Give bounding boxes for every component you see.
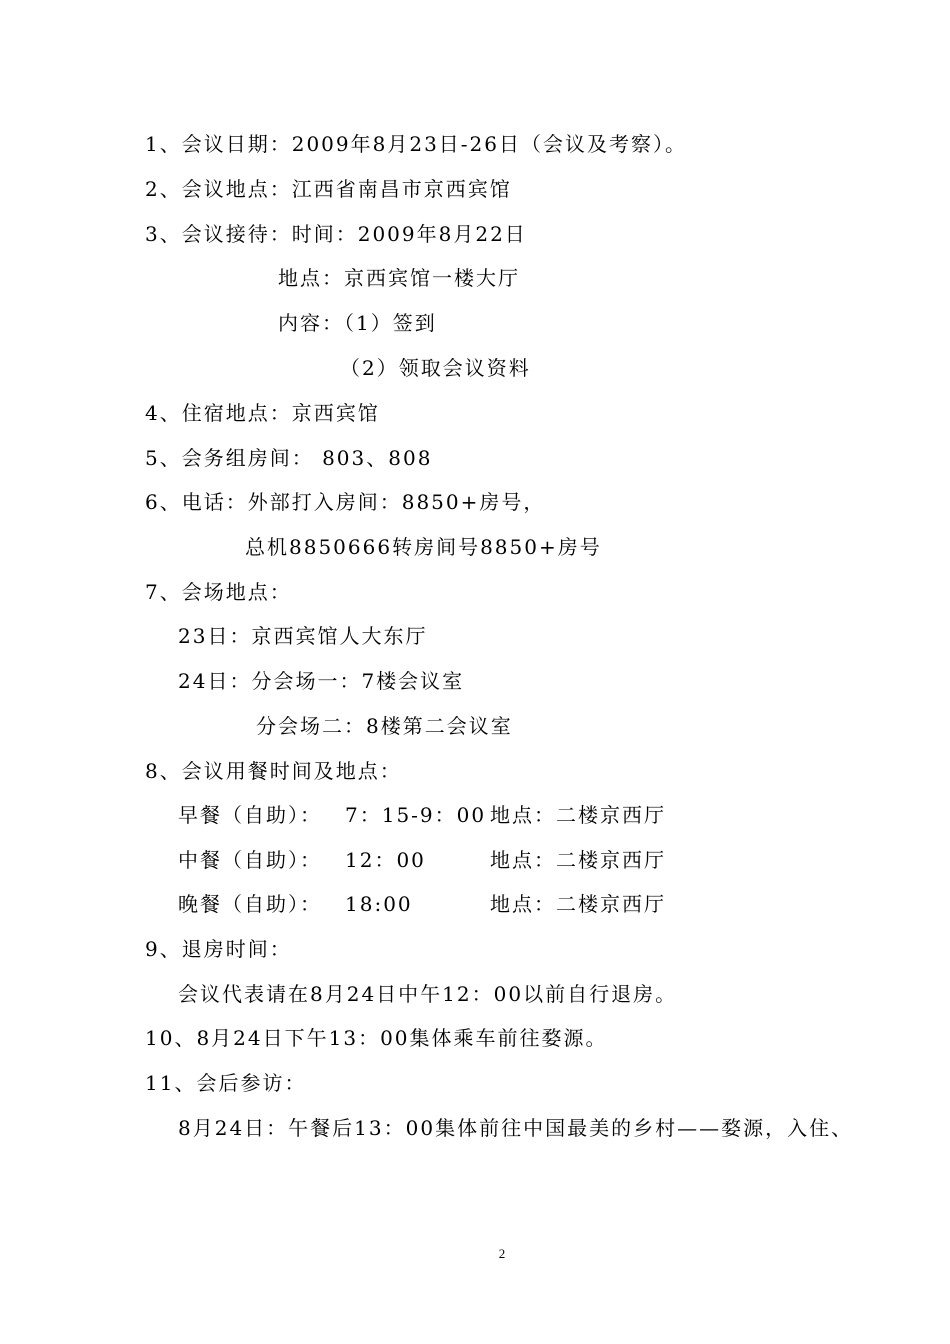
page-number: 2: [498, 1246, 506, 1261]
item-visit-heading: 11、会后参访：: [145, 1071, 307, 1095]
meal-row: [178, 802, 738, 828]
item-checkout-detail: 会议代表请在8月24日中午12：00以前自行退房。: [178, 982, 678, 1006]
item-phone: 6、电话：外部打入房间：8850+房号，: [145, 490, 546, 514]
item-visit-detail: 8月24日：午餐后13：00集体前往中国最美的乡村——婺源，入住、: [178, 1116, 854, 1140]
item-lodging: 4、住宿地点：京西宾馆: [145, 401, 380, 425]
item-service-rooms: 5、会务组房间： 803、808: [145, 446, 433, 470]
item-phone-switchboard: 总机8850666转房间号8850+房号: [245, 535, 602, 559]
item-reception-content-2: （2）领取会议资料: [340, 356, 531, 380]
meal-time: 18:00: [345, 892, 413, 916]
item-venues: 7、会场地点：: [145, 580, 292, 604]
item-reception-content-1: 内容：（1）签到: [278, 311, 437, 335]
meal-place: 地点：二楼京西厅: [490, 803, 666, 827]
item-venue-24-b: 分会场二：8楼第二会议室: [256, 714, 513, 738]
meal-place: 地点：二楼京西厅: [490, 892, 666, 916]
meal-name: 早餐（自助）：: [178, 803, 322, 827]
meal-place: 地点：二楼京西厅: [490, 848, 666, 872]
item-checkout-heading: 9、退房时间：: [145, 937, 292, 961]
item-venue-23: 23日：京西宾馆人大东厅: [178, 624, 428, 648]
meal-name: 晚餐（自助）：: [178, 892, 322, 916]
item-reception-time: 3、会议接待：时间：2009年8月22日: [145, 222, 527, 246]
item-meeting-date: 1、会议日期：2009年8月23日-26日（会议及考察）。: [145, 132, 688, 156]
meal-time: 12：00: [345, 848, 426, 872]
item-meeting-location: 2、会议地点：江西省南昌市京西宾馆: [145, 177, 512, 201]
meal-row: [178, 847, 738, 873]
item-meals-heading: 8、会议用餐时间及地点：: [145, 759, 402, 783]
item-departure: 10、8月24日下午13：00集体乘车前往婺源。: [145, 1026, 608, 1050]
meal-time: 7：15-9：00: [345, 803, 487, 827]
meal-name: 中餐（自助）：: [178, 848, 322, 872]
meal-row: [178, 891, 738, 917]
item-venue-24-a: 24日：分会场一：7楼会议室: [178, 669, 465, 693]
item-reception-place: 地点：京西宾馆一楼大厅: [278, 266, 520, 290]
